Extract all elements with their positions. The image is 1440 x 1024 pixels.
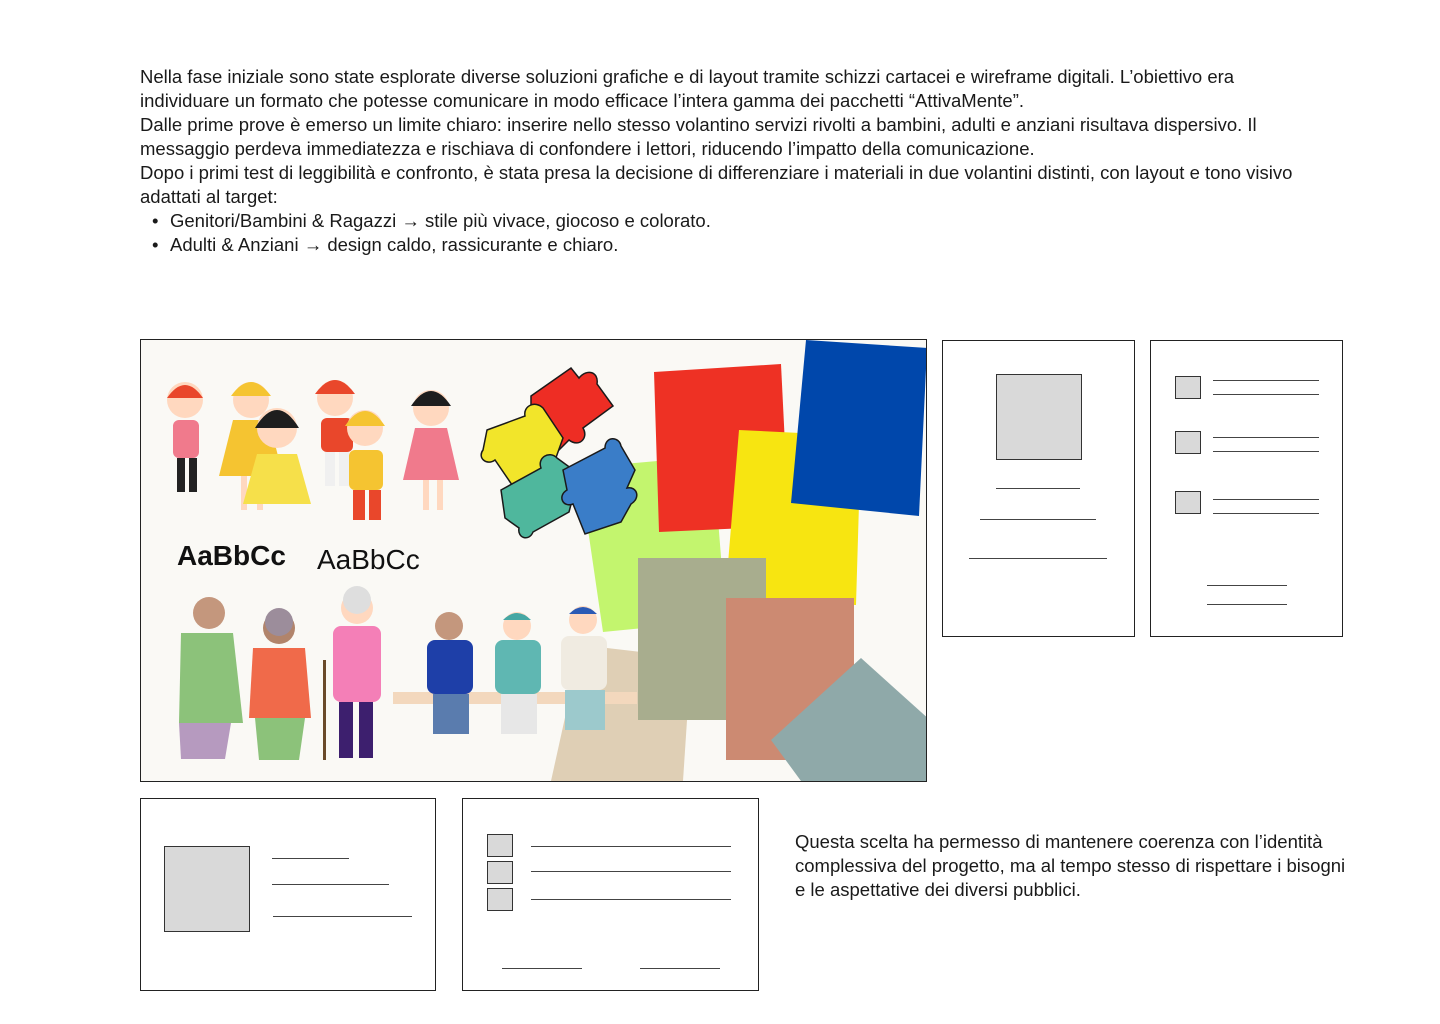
icon-placeholder: [487, 861, 513, 884]
wireframe-landscape-list: [462, 798, 759, 991]
font-sample-regular: AaBbCc: [317, 544, 420, 575]
text-line: [531, 871, 731, 872]
text-line: [502, 968, 582, 969]
intro-paragraph: Nella fase iniziale sono state esplorate diverse soluzioni grafiche e di layout tramite schizzi cartacei e wireframe digitali. L’obiettivo era individuare un formato che potesse comunicare in modo efficace l’intera gamma dei pacchetti “AttivaMente”.: [140, 66, 1235, 111]
text-line: [969, 558, 1107, 559]
text-line: [1213, 380, 1319, 381]
icon-placeholder: [487, 888, 513, 911]
icon-placeholder: [1175, 376, 1201, 399]
text-line: [980, 519, 1096, 520]
intro-paragraph: Dopo i primi test di leggibilità e confronto, è stata presa la decisione di differenziare i materiali in due volantini distinti, con layout e tono visivo adattati al target:: [140, 162, 1293, 207]
text-line: [1213, 499, 1319, 500]
target-list-item: • Genitori/Bambini & Ragazzi → stile più vivace, giocoso e colorato.: [140, 209, 1310, 233]
image-placeholder: [996, 374, 1082, 460]
puzzle-icon: [481, 368, 637, 538]
text-line: [273, 916, 412, 917]
text-line: [531, 846, 731, 847]
text-line: [1213, 513, 1319, 514]
text-line: [1213, 394, 1319, 395]
text-line: [531, 899, 731, 900]
text-line: [640, 968, 720, 969]
text-line: [1207, 585, 1287, 586]
icon-placeholder: [1175, 491, 1201, 514]
text-line: [272, 858, 349, 859]
font-sample-bold: AaBbCc: [177, 540, 286, 571]
intro-text: [140, 65, 1310, 257]
icon-placeholder: [487, 834, 513, 857]
intro-paragraph: Dalle prime prove è emerso un limite chiaro: inserire nello stesso volantino servizi rivolti a bambini, adulti e anziani risultava dispersivo. Il messaggio perdeva immediatezza e rischiava di confondere i lettori, riducendo l’impatto della comunicazione.: [140, 114, 1257, 159]
target-list-item: • Adulti & Anziani → design caldo, rassicurante e chiaro.: [140, 233, 1310, 257]
conclusion-text: Questa scelta ha permesso di mantenere coerenza con l’identità complessiva del progetto, ma al tempo stesso di rispettare i bisogni e le aspettative dei diversi pubblici.: [795, 831, 1346, 900]
text-line: [996, 488, 1080, 489]
text-line: [1207, 604, 1287, 605]
text-line: [1213, 437, 1319, 438]
text-line: [1213, 451, 1319, 452]
wireframe-landscape-image: [140, 798, 436, 991]
target-list: [140, 209, 1310, 257]
image-placeholder: [164, 846, 250, 932]
wireframe-portrait-list: [1150, 340, 1343, 637]
icon-placeholder: [1175, 431, 1201, 454]
swatch-blue: [791, 340, 926, 516]
wireframe-portrait-image: [942, 340, 1135, 637]
children-playing-illustration: [167, 380, 459, 520]
text-line: [272, 884, 389, 885]
moodboard: [140, 339, 927, 782]
